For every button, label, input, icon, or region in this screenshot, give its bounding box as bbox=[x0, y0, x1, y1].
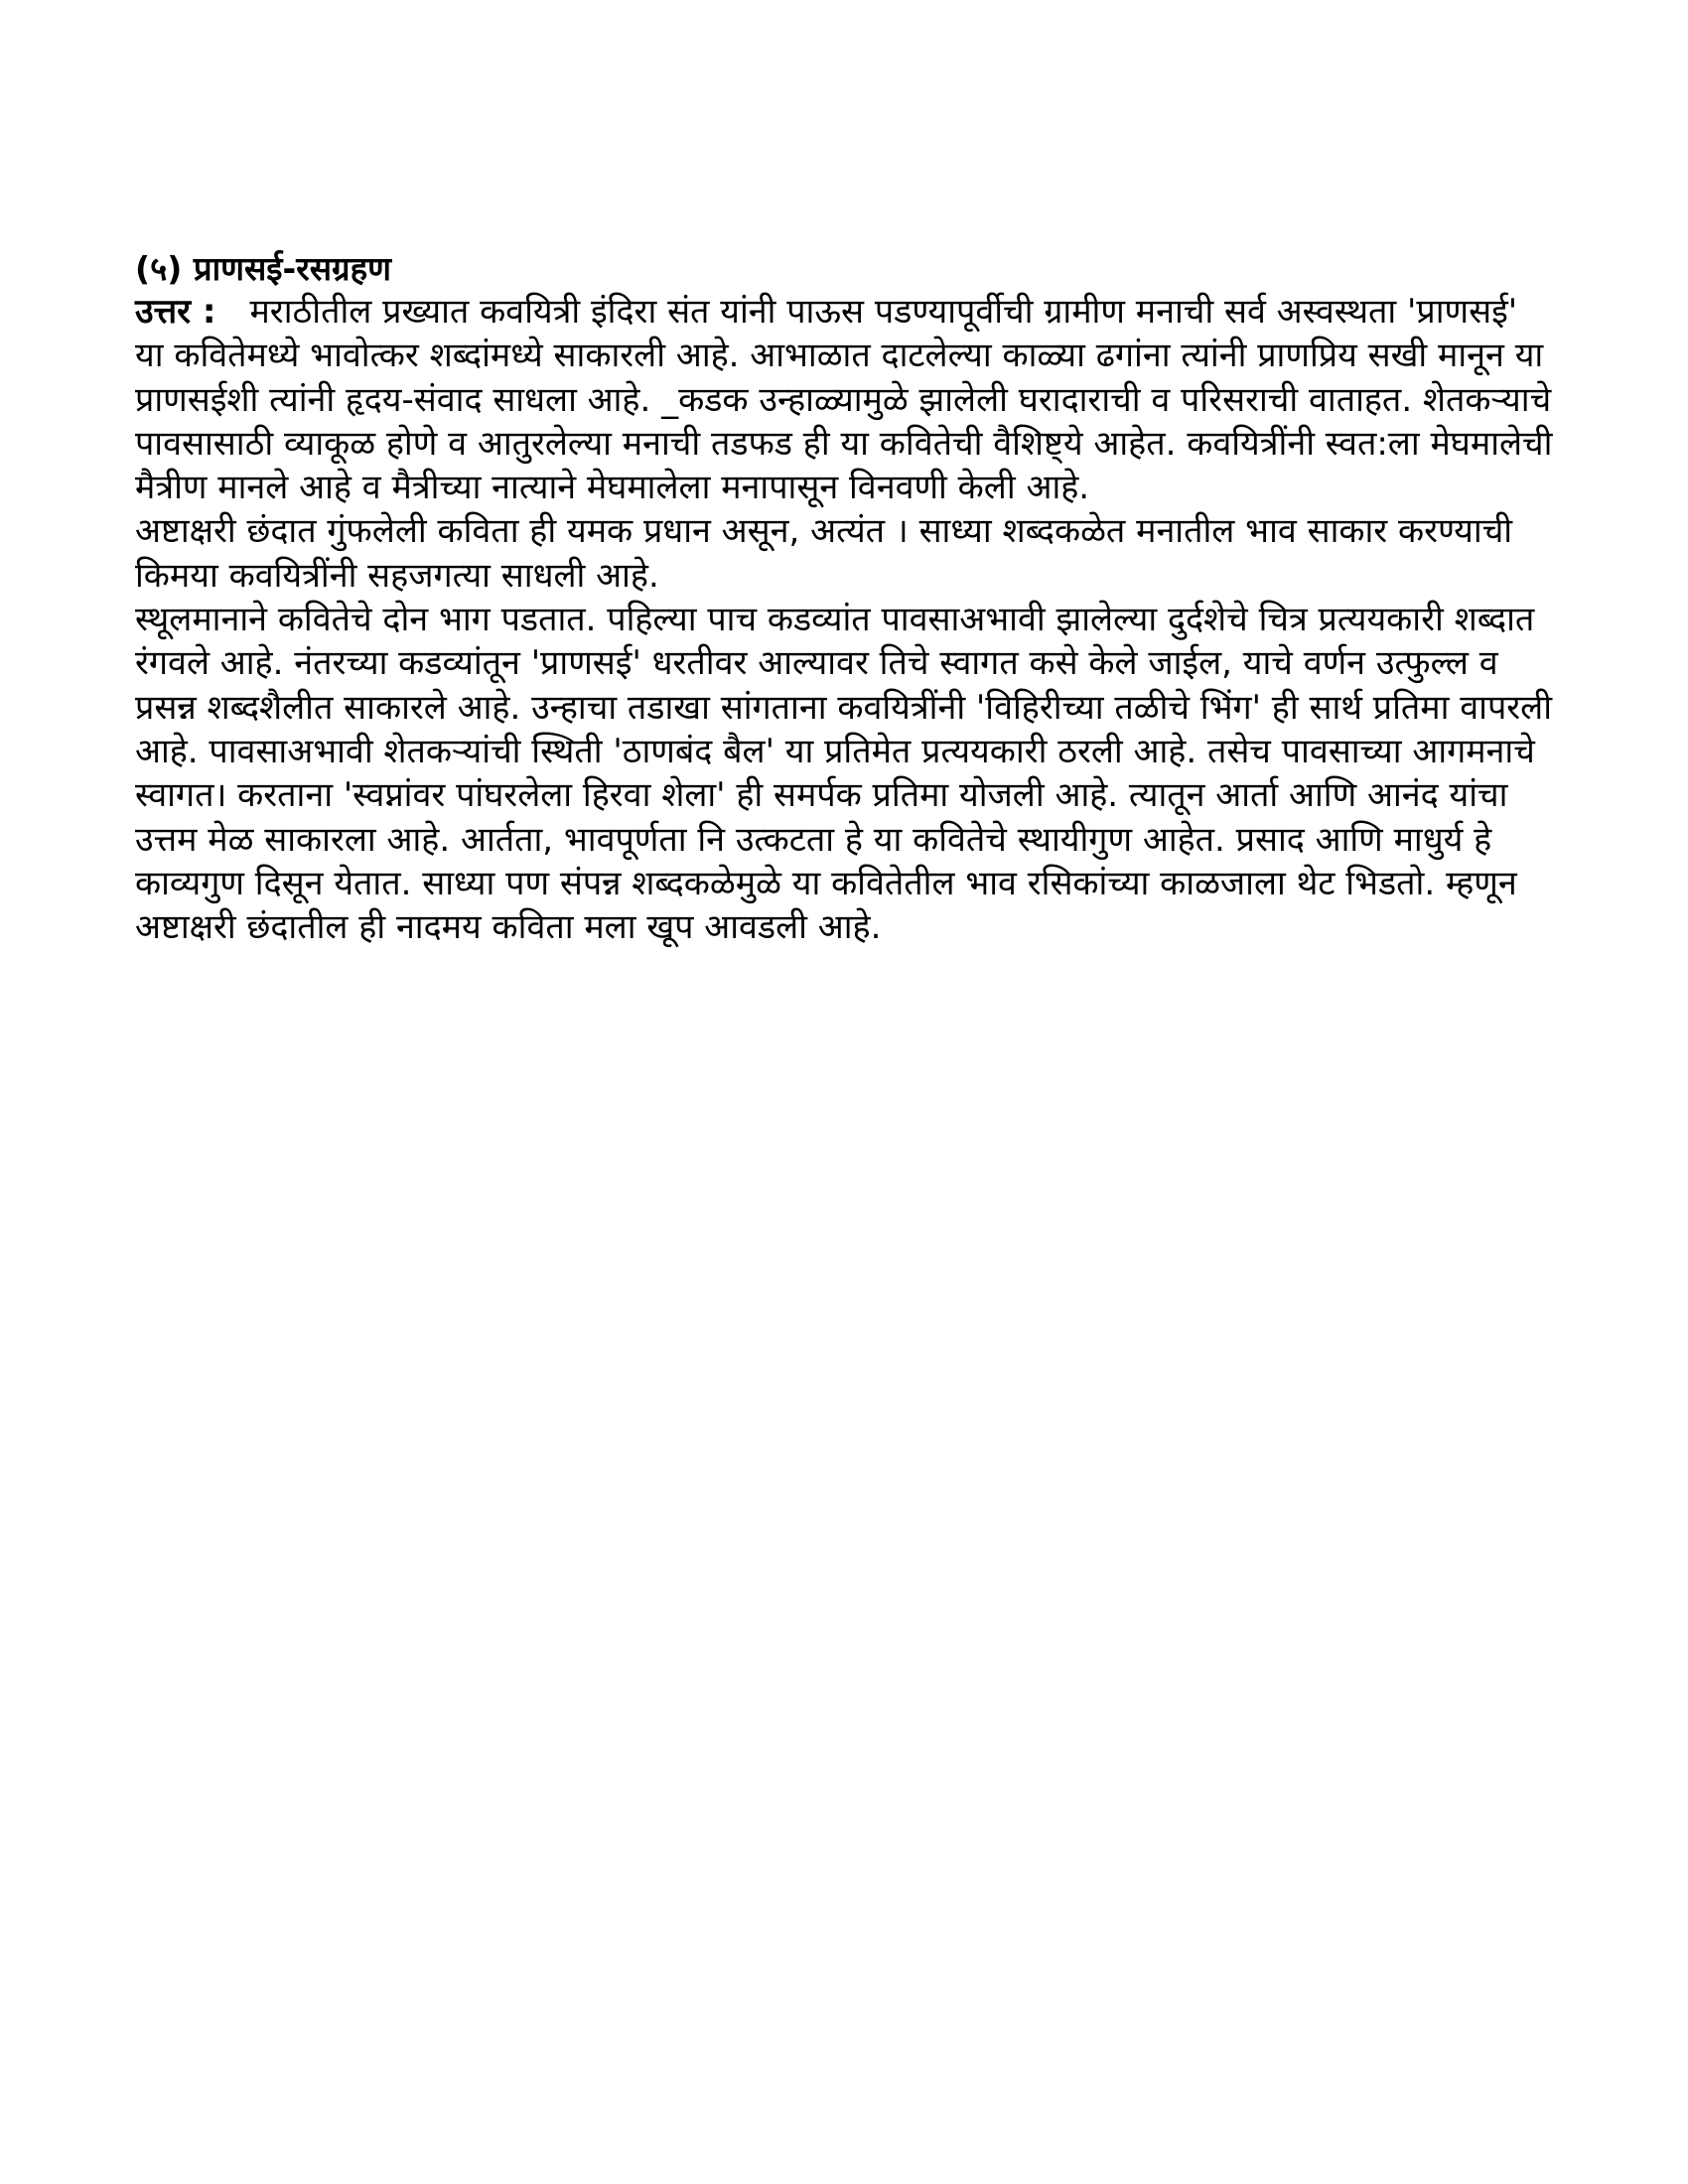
section-heading: (५) प्राणसई-रसग्रहण bbox=[135, 249, 392, 288]
document-page bbox=[135, 248, 1555, 949]
answer-paragraph-1 bbox=[135, 290, 1555, 509]
answer-paragraph-2: अष्टाक्षरी छंदात गुंफलेली कविता ही यमक प्रधान असून, अत्यंत । साध्या शब्दकळेत मनातील भाव साकार करण्याची किमया कवयित्रींनी सहजगत्या साधली आहे. bbox=[135, 511, 1513, 596]
answer-paragraph-3: स्थूलमानाने कवितेचे दोन भाग पडतात. पहिल्या पाच कडव्यांत पावसाअभावी झालेल्या दुर्दशेचे चित्र प्रत्ययकारी शब्दात रंगवले आहे. नंतरच्या कडव्यांतून 'प्राणसई' धरतीवर आल्यावर तिचे स्वागत कसे केले जाईल, याचे वर्णन उत्फुल्ल व प्रसन्न शब्दशैलीत साकारले आहे. उन्हाचा तडाखा सांगताना कवयित्रींनी 'विहिरीच्या तळीचे भिंग' ही सार्थ प्रतिमा वापरली आहे. पावसाअभावी शेतकऱ्यांची स्थिती 'ठाणबंद बैल' या प्रतिमेत प्रत्ययकारी ठरली आहे. तसेच पावसाच्या आगमनाचे स्वागत। करताना 'स्वप्नांवर पांघरलेला हिरवा शेला' ही समर्पक प्रतिमा योजली आहे. त्यातून आर्ता आणि आनंद यांचा उत्तम मेळ साकारला आहे. आर्तता, भावपूर्णता नि उत्कटता हे या कवितेचे स्थायीगुण आहेत. प्रसाद आणि माधुर्य हे काव्यगुण दिसून येतात. साध्या पण संपन्न शब्दकळेमुळे या कवितेतील भाव रसिकांच्या काळजाला थेट भिडतो. म्हणून अष्टाक्षरी छंदातील ही नादमय कविता मला खूप आवडली आहे. bbox=[135, 600, 1553, 948]
paragraph-1-text: मराठीतील प्रख्यात कवयित्री इंदिरा संत यांनी पाऊस पडण्यापूर्वीची ग्रामीण मनाची सर्व अस्वस्थता 'प्राणसई' या कवितेमध्ये भावोत्कर शब्दांमध्ये साकारली आहे. आभाळात दाटलेल्या काळ्या ढगांना त्यांनी प्राणप्रिय सखी मानून या प्राणसईशी त्यांनी हृदय-संवाद साधला आहे. _कडक उन्हाळ्यामुळे झालेली घरादाराची व परिसराची वाताहत. शेतकऱ्याचे पावसासाठी व्याकूळ होणे व आतुरलेल्या मनाची तडफड ही या कवितेची वैशिष्ट्ये आहेत. कवयित्रींनी स्वत:ला मेघमालेची मैत्रीण मानले आहे व मैत्रीच्या नात्याने मेघमालेला मनापासून विनवणी केली आहे. bbox=[135, 292, 1553, 508]
answer-label: उत्तर : bbox=[135, 292, 216, 332]
